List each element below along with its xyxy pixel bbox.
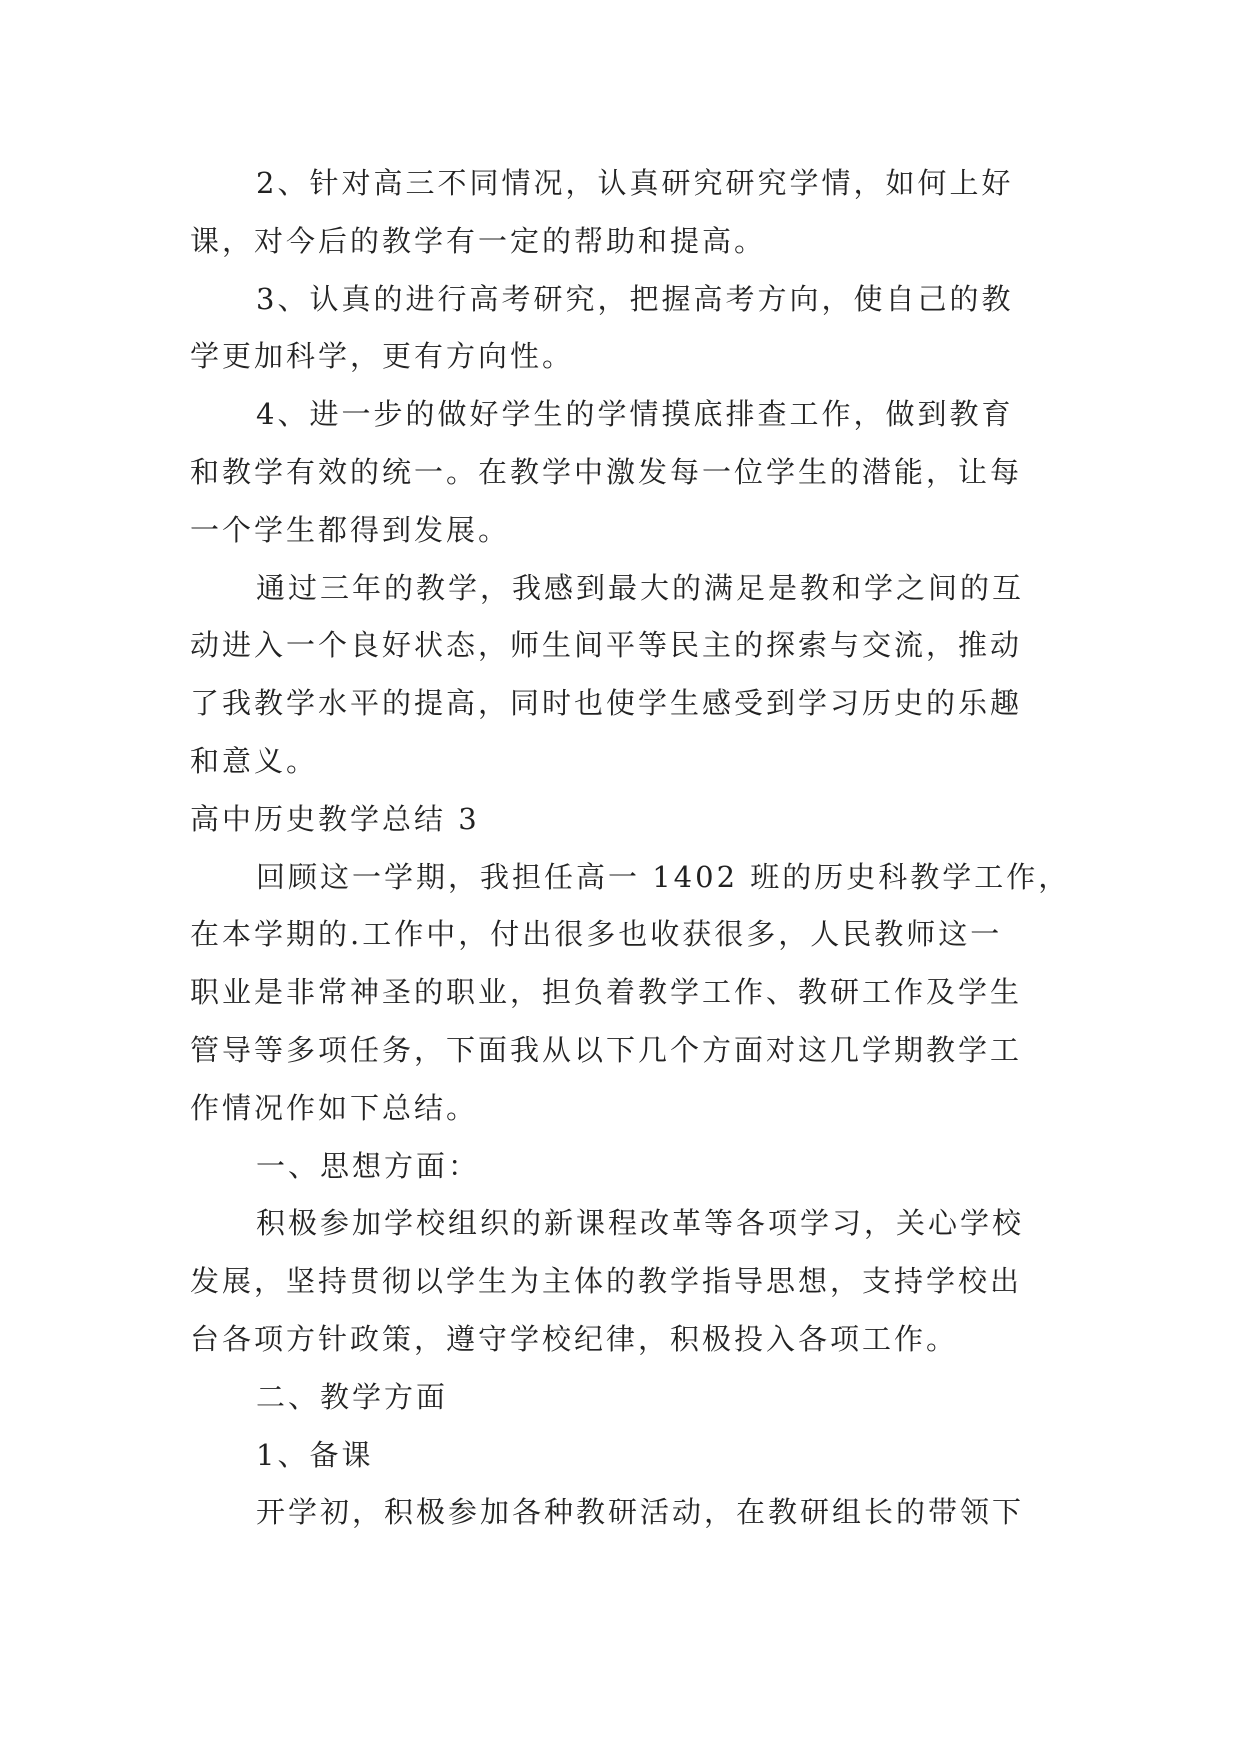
text-line: 开学初，积极参加各种教研活动，在教研组长的带领下 xyxy=(256,1495,1025,1530)
text-line: 1、备课 xyxy=(256,1437,374,1472)
text-line: 职业是非常神圣的职业，担负着教学工作、教研工作及学生 xyxy=(190,975,1023,1010)
text-line: 发展，坚持贯彻以学生为主体的教学指导思想，支持学校出 xyxy=(190,1264,1023,1299)
text-line: 二、教学方面 xyxy=(256,1379,449,1414)
text-line: 台各项方针政策，遵守学校纪律，积极投入各项工作。 xyxy=(190,1321,959,1356)
text-line: 管导等多项任务，下面我从以下几个方面对这几学期教学工 xyxy=(190,1032,1023,1067)
document-body xyxy=(190,155,1071,1542)
text-line: 2、针对高三不同情况，认真研究研究学情，如何上好 xyxy=(256,166,1014,200)
text-line: 一个学生都得到发展。 xyxy=(190,512,511,547)
text-line: 作情况作如下总结。 xyxy=(190,1090,479,1125)
text-line: 了我教学水平的提高，同时也使学生感受到学习历史的乐趣 xyxy=(190,686,1023,721)
text-line: 4、进一步的做好学生的学情摸底排查工作，做到教育 xyxy=(256,397,1014,432)
text-line: 高中历史教学总结 3 xyxy=(190,801,480,836)
text-line: 和教学有效的统一。在教学中激发每一位学生的潜能，让每 xyxy=(190,454,1023,489)
text-line: 课，对今后的教学有一定的帮助和提高。 xyxy=(190,223,767,258)
text-line: 3、认真的进行高考研究，把握高考方向，使自己的教 xyxy=(256,281,1014,316)
text-line: 动进入一个良好状态，师生间平等民主的探索与交流，推动 xyxy=(190,628,1023,663)
text-line: 通过三年的教学，我感到最大的满足是教和学之间的互 xyxy=(256,570,1025,605)
text-line: 学更加科学，更有方向性。 xyxy=(190,339,575,374)
text-line: 积极参加学校组织的新课程改革等各项学习，关心学校 xyxy=(256,1206,1025,1241)
text-line: 一、思想方面： xyxy=(256,1148,481,1183)
text-line: 回顾这一学期，我担任高一 1402 班的历史科教学工作， xyxy=(256,859,1071,894)
text-line: 在本学期的.工作中，付出很多也收获很多，人民教师这一 xyxy=(190,917,1003,952)
text-line: 和意义。 xyxy=(190,743,319,778)
